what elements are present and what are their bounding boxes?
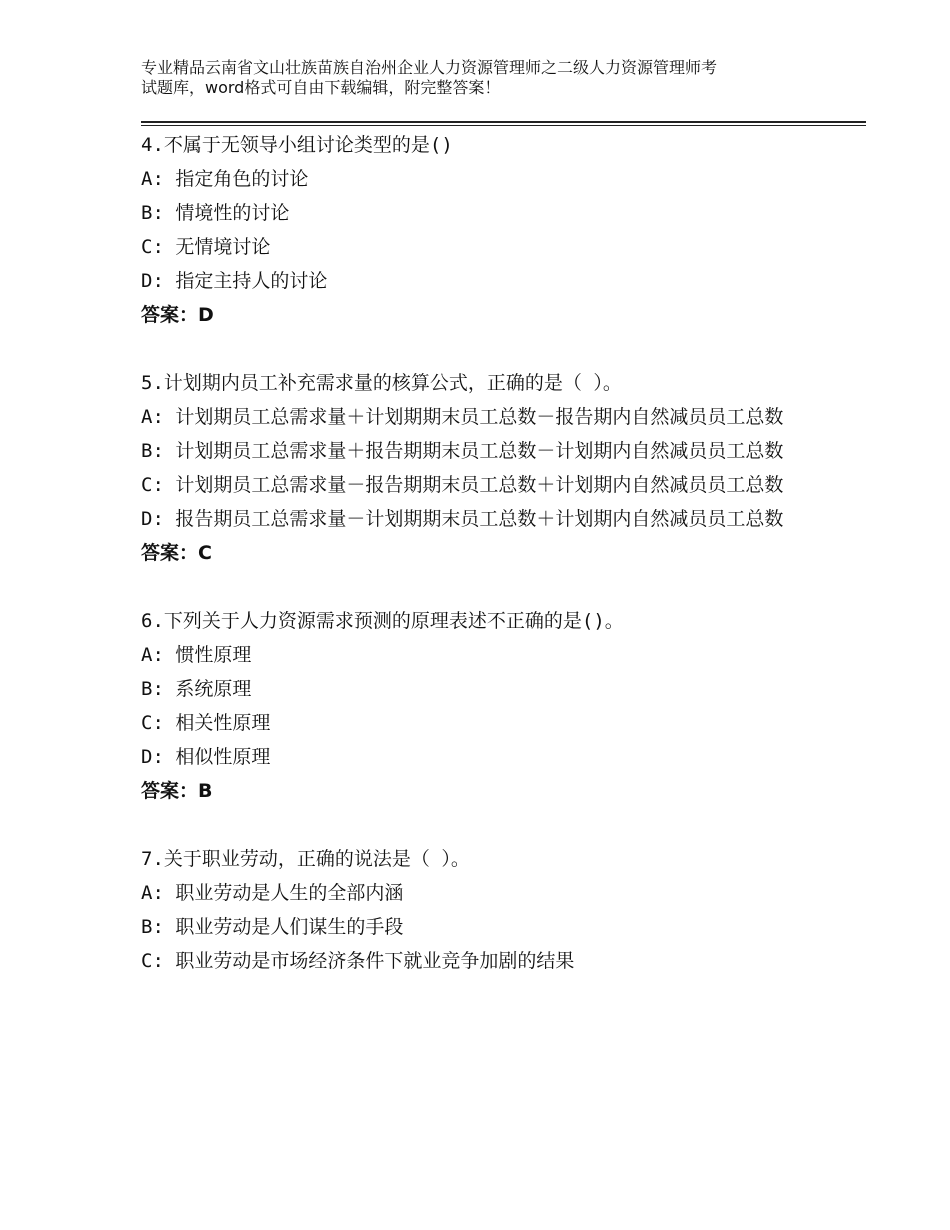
answer-label: 答案：C	[141, 542, 212, 564]
option-a: A: 惯性原理	[141, 644, 252, 666]
header-line-1: 专业精品云南省文山壮族苗族自治州企业人力资源管理师之二级人力资源管理师考	[141, 58, 718, 77]
header-rule-thin	[141, 125, 866, 126]
option-b: B: 情境性的讨论	[141, 202, 290, 224]
option-b: B: 计划期员工总需求量＋报告期期末员工总数－计划期内自然减员员工总数	[141, 440, 784, 462]
option-a: A: 计划期员工总需求量＋计划期期末员工总数－报告期内自然减员员工总数	[141, 406, 784, 428]
option-b: B: 职业劳动是人们谋生的手段	[141, 916, 404, 938]
question-6	[141, 604, 831, 808]
header-line-2: 试题库，word格式可自由下载编辑，附完整答案！	[141, 78, 501, 97]
option-a: A: 指定角色的讨论	[141, 168, 309, 190]
option-c: C: 计划期员工总需求量－报告期期末员工总数＋计划期内自然减员员工总数	[141, 474, 784, 496]
question-5	[141, 366, 831, 570]
header-rule-thick	[141, 121, 866, 123]
answer-label: 答案：D	[141, 304, 214, 326]
question-4	[141, 128, 831, 332]
question-stem: 5.计划期内员工补充需求量的核算公式，正确的是（ ）。	[141, 372, 622, 394]
answer-label: 答案：B	[141, 780, 213, 802]
option-c: C: 相关性原理	[141, 712, 271, 734]
question-stem: 4.不属于无领导小组讨论类型的是()	[141, 134, 453, 156]
document-header	[141, 58, 831, 98]
option-d: D: 报告期员工总需求量－计划期期末员工总数＋计划期内自然减员员工总数	[141, 508, 784, 530]
option-d: D: 指定主持人的讨论	[141, 270, 328, 292]
question-stem: 7.关于职业劳动，正确的说法是（ ）。	[141, 848, 470, 870]
question-stem: 6.下列关于人力资源需求预测的原理表述不正确的是()。	[141, 610, 624, 632]
option-a: A: 职业劳动是人生的全部内涵	[141, 882, 404, 904]
option-c: C: 职业劳动是市场经济条件下就业竞争加剧的结果	[141, 950, 575, 972]
question-7	[141, 842, 831, 978]
option-c: C: 无情境讨论	[141, 236, 271, 258]
option-d: D: 相似性原理	[141, 746, 271, 768]
option-b: B: 系统原理	[141, 678, 252, 700]
question-list	[141, 128, 831, 978]
